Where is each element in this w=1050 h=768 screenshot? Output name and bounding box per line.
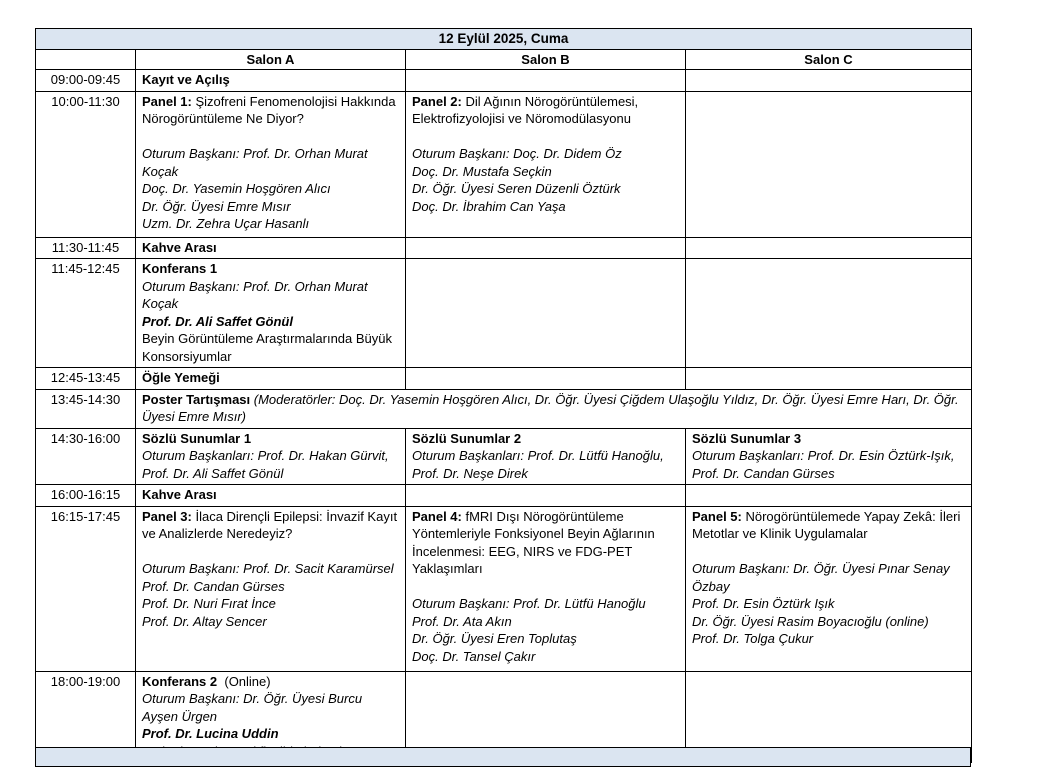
text-segment: Konferans 2 — [142, 673, 218, 689]
session-cell-panel-4 — [406, 506, 686, 671]
text-line — [412, 163, 680, 181]
session-cell-empty — [406, 485, 686, 507]
salon-b-header: Salon B — [406, 49, 686, 70]
text-segment: Panel 3: — [142, 508, 196, 524]
time-cell: 14:30-16:00 — [36, 428, 136, 485]
text-line — [142, 93, 400, 128]
text-segment: Doç. Dr. Tansel Çakır — [412, 648, 536, 664]
session-cell-empty — [406, 237, 686, 259]
time-column-header — [36, 49, 136, 70]
text-line — [692, 430, 966, 448]
footer-band — [35, 747, 971, 767]
text-line — [692, 543, 966, 561]
text-line — [412, 128, 680, 146]
session-cell-empty — [406, 70, 686, 92]
text-segment: fMRI Dışı Nörogörüntüleme Yöntemleriyle Fonksiyonel Beyin Ağlarının İncelenmesi: EEG, NIRS ve FDG-PET Yaklaşımları — [412, 508, 659, 576]
text-segment: Oturum Başkanları: Prof. Dr. Hakan Gürvit, Prof. Dr. Ali Saffet Gönül — [142, 448, 393, 481]
text-segment: Dr. Öğr. Üyesi Emre Mısır — [142, 198, 291, 214]
text-segment: Prof. Dr. Altay Sencer — [142, 613, 267, 629]
salon-c-header: Salon C — [686, 49, 972, 70]
time-cell: 18:00-19:00 — [36, 671, 136, 763]
text-segment: Prof. Dr. Nuri Fırat İnce — [142, 596, 276, 611]
text-line — [692, 630, 966, 648]
text-line — [142, 313, 400, 331]
salon-a-header: Salon A — [136, 49, 406, 70]
day-title-row — [36, 29, 972, 50]
salon-header-row — [36, 49, 972, 70]
text-segment: Dr. Öğr. Üyesi Eren Toplutaş — [412, 631, 577, 646]
text-line — [412, 198, 680, 216]
text-line — [142, 71, 400, 89]
text-segment: Prof. Dr. Ali Saffet Gönül — [142, 313, 293, 329]
session-cell-panel-5 — [686, 506, 972, 671]
text-line — [142, 613, 400, 631]
text-segment: Prof. Dr. Lucina Uddin — [142, 726, 279, 741]
text-segment: Oturum Başkanı: Doç. Dr. Didem Öz — [412, 146, 622, 161]
session-cell-sozlu-sunumlar-1 — [136, 428, 406, 485]
text-segment: (Moderatörler: Doç. Dr. Yasemin Hoşgören Alıcı, Dr. Öğr. Üyesi Çiğdem Ulaşoğlu Yıldız, Dr. Öğr. Üyesi Emre Harı, Dr. Öğr. Üyesi Emre Mısır) — [142, 391, 963, 424]
text-segment: Panel 1: — [142, 93, 196, 109]
session-cell-kahve-arasi-1 — [136, 237, 406, 259]
text-segment: Uzm. Dr. Zehra Uçar Hasanlı — [142, 216, 310, 231]
session-cell-empty — [686, 237, 972, 259]
text-line — [412, 430, 680, 448]
session-cell-empty — [686, 91, 972, 237]
time-cell: 10:00-11:30 — [36, 91, 136, 237]
text-line — [412, 648, 680, 666]
text-segment: Doç. Dr. Yasemin Hoşgören Alıcı — [142, 181, 331, 196]
text-line — [142, 239, 400, 257]
text-line — [142, 447, 400, 482]
text-segment: Kahve Arası — [142, 487, 217, 502]
text-segment: Oturum Başkanı: Prof. Dr. Orhan Murat Koçak — [142, 146, 372, 179]
text-segment: Öğle Yemeği — [142, 370, 220, 385]
text-segment: Prof. Dr. Tolga Çukur — [692, 631, 814, 646]
text-segment: Prof. Dr. Candan Gürses — [142, 578, 285, 594]
program-row — [36, 259, 972, 368]
session-cell-ogle-yemegi — [136, 368, 406, 390]
time-cell: 16:00-16:15 — [36, 485, 136, 507]
text-line — [142, 278, 400, 313]
text-line — [142, 260, 400, 278]
session-cell-panel-2 — [406, 91, 686, 237]
text-line — [142, 486, 400, 504]
text-line — [142, 690, 400, 725]
text-line — [142, 145, 400, 180]
program-rows — [36, 70, 972, 763]
text-segment: Panel 4: — [412, 508, 466, 524]
text-segment: Konferans 1 — [142, 261, 218, 276]
session-cell-poster-tartismasi — [136, 389, 972, 428]
text-line — [412, 578, 680, 596]
text-line — [142, 673, 400, 691]
program-row — [36, 70, 972, 92]
text-line — [142, 198, 400, 216]
program-row — [36, 91, 972, 237]
session-cell-panel-3 — [136, 506, 406, 671]
text-line — [142, 128, 400, 146]
text-segment: Panel 2: — [412, 93, 466, 109]
time-cell: 11:30-11:45 — [36, 237, 136, 259]
text-segment: Oturum Başkanları: Prof. Dr. Lütfü Hanoğlu, Prof. Dr. Neşe Direk — [412, 448, 668, 481]
text-line — [142, 369, 400, 387]
text-line — [692, 560, 966, 595]
text-segment: Prof. Dr. Esin Öztürk Işık — [692, 596, 835, 611]
text-line — [412, 508, 680, 578]
session-cell-kahve-arasi-2 — [136, 485, 406, 507]
session-cell-empty — [406, 259, 686, 368]
session-cell-konferans-1 — [136, 259, 406, 368]
program-row — [36, 506, 972, 671]
text-line — [412, 595, 680, 613]
day-title: 12 Eylül 2025, Cuma — [36, 29, 972, 50]
text-line — [412, 93, 680, 128]
time-cell: 11:45-12:45 — [36, 259, 136, 368]
program-row — [36, 485, 972, 507]
text-segment: Panel 5: — [692, 508, 746, 524]
text-segment: Oturum Başkanı: Prof. Dr. Orhan Murat Koçak — [142, 278, 372, 311]
text-line — [412, 613, 680, 631]
time-cell: 16:15-17:45 — [36, 506, 136, 671]
session-cell-empty — [686, 368, 972, 390]
text-segment: Kayıt ve Açılış — [142, 72, 230, 87]
text-line — [142, 430, 400, 448]
text-line — [142, 180, 400, 198]
session-cell-sozlu-sunumlar-2 — [406, 428, 686, 485]
text-segment: Oturum Başkanı: Dr. Öğr. Üyesi Pınar Senay Özbay — [692, 561, 954, 594]
text-line — [142, 391, 966, 426]
text-line — [142, 578, 400, 596]
text-segment: Doç. Dr. Mustafa Seçkin — [412, 163, 552, 179]
text-segment: (Online) — [217, 673, 271, 689]
program-row — [36, 428, 972, 485]
text-line — [692, 613, 966, 631]
session-cell-empty — [406, 368, 686, 390]
program-row — [36, 237, 972, 259]
text-line — [142, 330, 400, 365]
text-segment: Dr. Öğr. Üyesi Rasim Boyacıoğlu (online) — [692, 613, 929, 629]
text-segment: Oturum Başkanı: Dr. Öğr. Üyesi Burcu Ayşen Ürgen — [142, 691, 366, 724]
text-line — [412, 447, 680, 482]
session-cell-sozlu-sunumlar-3 — [686, 428, 972, 485]
text-segment: Sözlü Sunumlar 1 — [142, 430, 252, 446]
program-table — [35, 28, 972, 763]
time-cell: 09:00-09:45 — [36, 70, 136, 92]
text-segment: Sözlü Sunumlar 2 — [412, 430, 522, 446]
text-line — [412, 180, 680, 198]
text-segment: Prof. Dr. Ata Akın — [412, 613, 512, 629]
text-line — [692, 508, 966, 543]
text-segment: Dr. Öğr. Üyesi Seren Düzenli Öztürk — [412, 181, 621, 196]
text-segment: Oturum Başkanı: Prof. Dr. Sacit Karamürsel — [142, 561, 394, 576]
text-line — [142, 215, 400, 233]
text-line — [412, 630, 680, 648]
text-line — [142, 725, 400, 743]
text-segment: Dil Ağının Nörogörüntülemesi, Elektrofizyolojisi ve Nöromodülasyonu — [412, 93, 642, 126]
time-cell: 13:45-14:30 — [36, 389, 136, 428]
text-line — [142, 595, 400, 613]
text-line — [142, 543, 400, 561]
text-segment: Sözlü Sunumlar 3 — [692, 430, 802, 446]
text-segment: Poster Tartışması — [142, 391, 254, 407]
text-segment: Beyin Görüntüleme Araştırmalarında Büyük Konsorsiyumlar — [142, 331, 396, 364]
text-line — [142, 560, 400, 578]
text-line — [412, 145, 680, 163]
session-cell-panel-1 — [136, 91, 406, 237]
text-line — [692, 595, 966, 613]
session-cell-empty — [686, 485, 972, 507]
text-line — [142, 508, 400, 543]
text-segment: Doç. Dr. İbrahim Can Yaşa — [412, 198, 566, 214]
text-segment: Oturum Başkanı: Prof. Dr. Lütfü Hanoğlu — [412, 596, 646, 611]
text-segment: Nörogörüntülemede Yapay Zekâ: İleri Metotlar ve Klinik Uygulamalar — [692, 508, 964, 541]
text-segment: İlaca Dirençli Epilepsi: İnvazif Kayıt ve Analizlerde Neredeyiz? — [142, 508, 401, 541]
program-row — [36, 368, 972, 390]
session-cell-kayit — [136, 70, 406, 92]
text-segment: Oturum Başkanları: Prof. Dr. Esin Öztürk-Işık, Prof. Dr. Candan Gürses — [692, 448, 959, 481]
program-row — [36, 389, 972, 428]
text-segment: Kahve Arası — [142, 239, 217, 255]
text-segment: Şizofreni Fenomenolojisi Hakkında Nörogörüntüleme Ne Diyor? — [142, 93, 400, 126]
session-cell-empty — [686, 70, 972, 92]
time-cell: 12:45-13:45 — [36, 368, 136, 390]
text-line — [692, 447, 966, 482]
session-cell-empty — [686, 259, 972, 368]
